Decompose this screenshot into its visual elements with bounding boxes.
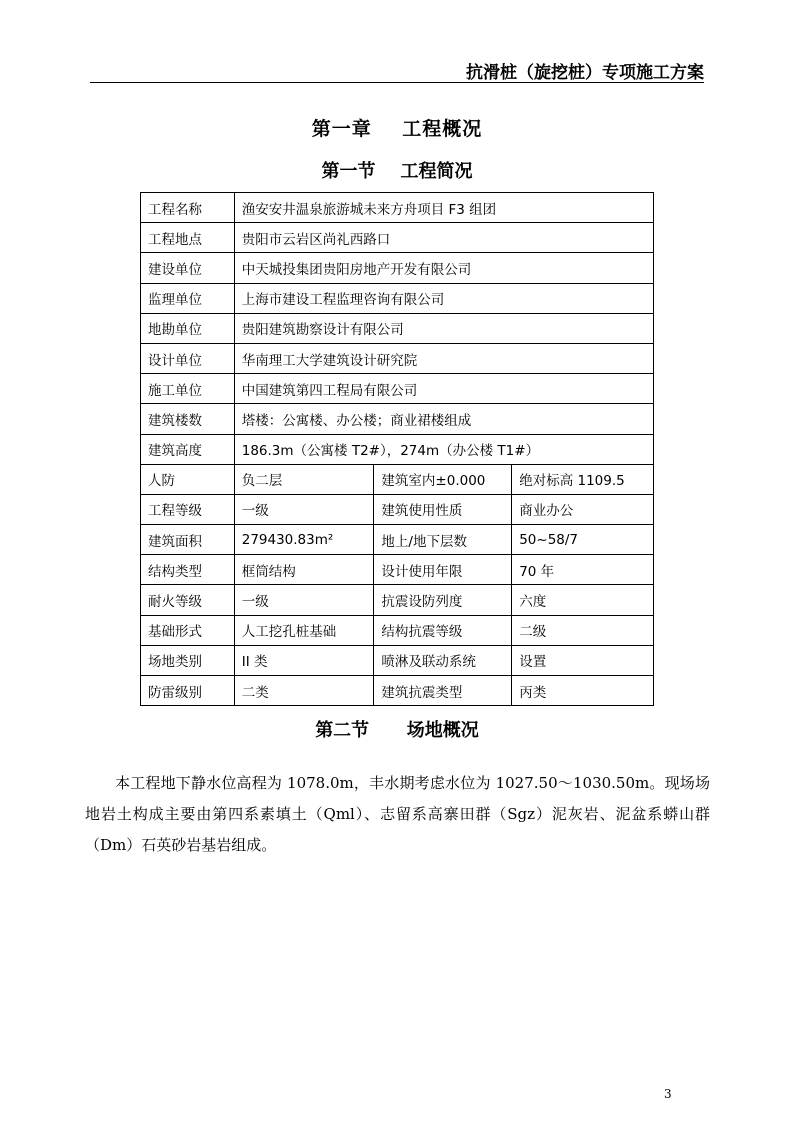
row-value: II 类 — [234, 645, 374, 675]
row-label: 建筑高度 — [141, 434, 235, 464]
row-value: 华南理工大学建筑设计研究院 — [234, 343, 653, 373]
row-label: 建筑抗震类型 — [374, 676, 512, 706]
section-title: 第二节 场地概况 — [315, 720, 479, 741]
row-value: 一级 — [234, 494, 374, 524]
table-row — [141, 404, 654, 434]
row-value: 负二层 — [234, 464, 374, 494]
row-label: 工程地点 — [141, 223, 235, 253]
row-value: 50~58/7 — [512, 525, 654, 555]
table-row — [141, 676, 654, 706]
row-value: 186.3m（公寓楼 T2#），274m（办公楼 T1#） — [234, 434, 653, 464]
row-value: 框筒结构 — [234, 555, 374, 585]
row-value: 上海市建设工程监理咨询有限公司 — [234, 283, 653, 313]
row-value: 人工挖孔桩基础 — [234, 615, 374, 645]
row-value: 丙类 — [512, 676, 654, 706]
row-value: 贵阳建筑勘察设计有限公司 — [234, 313, 653, 343]
table-row — [141, 283, 654, 313]
row-value: 绝对标高 1109.5 — [512, 464, 654, 494]
table-row — [141, 193, 654, 223]
row-value: 塔楼：公寓楼、办公楼；商业裙楼组成 — [234, 404, 653, 434]
table-row — [141, 645, 654, 675]
row-label: 设计使用年限 — [374, 555, 512, 585]
table-row — [141, 555, 654, 585]
table-row — [141, 253, 654, 283]
header-rule — [90, 82, 704, 83]
header-title: 抗滑桩（旋挖桩）专项施工方案 — [466, 63, 704, 83]
row-label: 基础形式 — [141, 615, 235, 645]
row-value: 中国建筑第四工程局有限公司 — [234, 374, 653, 404]
table-row — [141, 525, 654, 555]
row-value: 渔安安井温泉旅游城未来方舟项目 F3 组团 — [234, 193, 653, 223]
table-row — [141, 494, 654, 524]
row-label: 抗震设防列度 — [374, 585, 512, 615]
chapter-title: 第一章 工程概况 — [311, 118, 483, 140]
body-paragraph: 本工程地下静水位高程为 1078.0m，丰水期考虑水位为 1027.50～1030.50m。现场场地岩土构成主要由第四系素填土（Qml）、志留系高寨田群（Sgz）泥灰岩、泥盆系蟒山群（Dm）石英砂岩基岩组成。 — [85, 774, 710, 854]
row-value: 中天城投集团贵阳房地产开发有限公司 — [234, 253, 653, 283]
row-label: 建筑室内±0.000 — [374, 464, 512, 494]
row-label: 监理单位 — [141, 283, 235, 313]
row-value: 279430.83m² — [234, 525, 374, 555]
row-label: 喷淋及联动系统 — [374, 645, 512, 675]
row-label: 工程等级 — [141, 494, 235, 524]
row-label: 设计单位 — [141, 343, 235, 373]
table-row — [141, 343, 654, 373]
row-label: 结构类型 — [141, 555, 235, 585]
table-row — [141, 374, 654, 404]
row-label: 人防 — [141, 464, 235, 494]
page-number: 3 — [664, 1087, 672, 1101]
section-title: 第一节 工程简况 — [321, 161, 473, 182]
row-value: 70 年 — [512, 555, 654, 585]
table-row — [141, 615, 654, 645]
row-label: 耐火等级 — [141, 585, 235, 615]
row-value: 一级 — [234, 585, 374, 615]
table-row — [141, 434, 654, 464]
row-label: 建筑使用性质 — [374, 494, 512, 524]
row-value: 商业办公 — [512, 494, 654, 524]
table-row — [141, 223, 654, 253]
row-label: 建筑楼数 — [141, 404, 235, 434]
row-label: 地上/地下层数 — [374, 525, 512, 555]
row-value: 设置 — [512, 645, 654, 675]
row-label: 施工单位 — [141, 374, 235, 404]
row-value: 二级 — [512, 615, 654, 645]
table-row — [141, 464, 654, 494]
row-label: 工程名称 — [141, 193, 235, 223]
row-label: 结构抗震等级 — [374, 615, 512, 645]
table-row — [141, 585, 654, 615]
row-label: 建设单位 — [141, 253, 235, 283]
row-label: 地勘单位 — [141, 313, 235, 343]
row-value: 二类 — [234, 676, 374, 706]
row-label: 防雷级别 — [141, 676, 235, 706]
row-value: 六度 — [512, 585, 654, 615]
project-info-table — [140, 192, 654, 706]
row-label: 建筑面积 — [141, 525, 235, 555]
row-label: 场地类别 — [141, 645, 235, 675]
row-value: 贵阳市云岩区尚礼西路口 — [234, 223, 653, 253]
table-row — [141, 313, 654, 343]
